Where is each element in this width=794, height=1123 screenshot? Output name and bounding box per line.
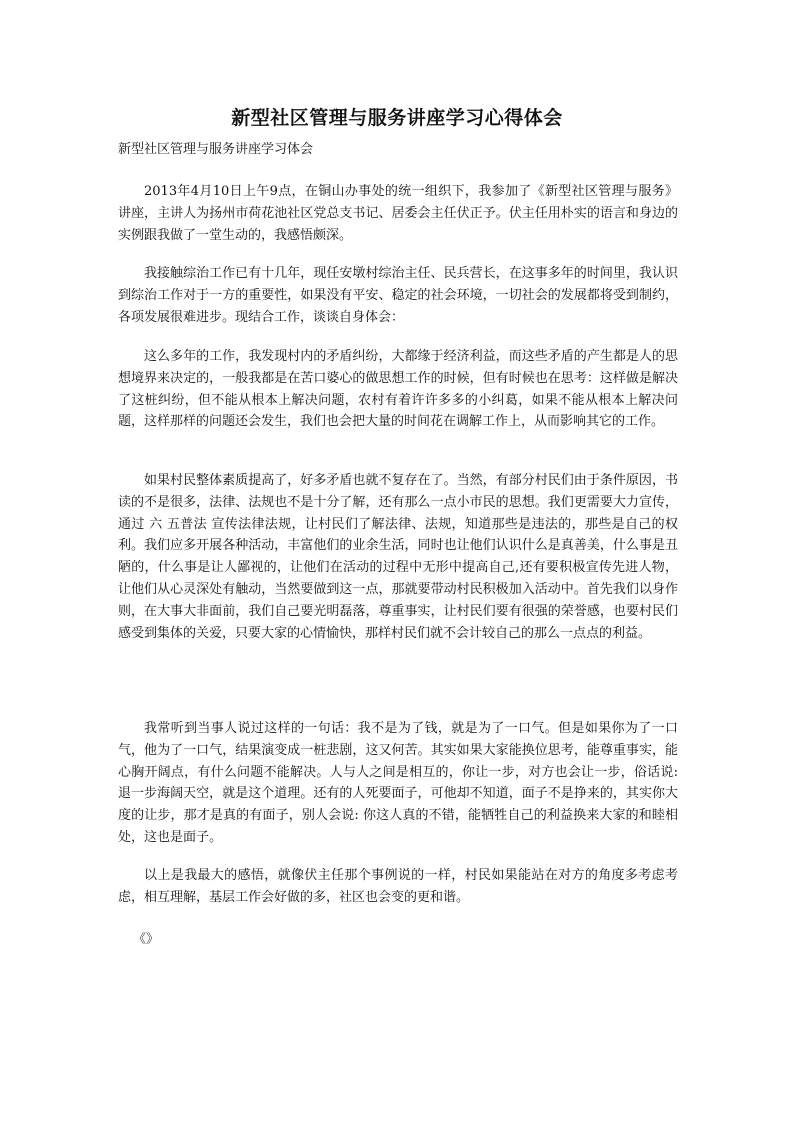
document-title: 新型社区管理与服务讲座学习心得体会 bbox=[231, 107, 563, 129]
paragraph-2: 我接触综治工作已有十几年，现任安墩村综治主任、民兵营长，在这事多年的时间里，我认识到综治工作对于一方的重要性，如果没有平安、稳定的社会环境，一切社会的发展都将受到制约，各项发展很难进步。现结合工作，谈谈自身体会： bbox=[118, 266, 678, 325]
paragraph-4: 如果村民整体素质提高了，好多矛盾也就不复存在了。当然，有部分村民们由于条件原因，书读的不是很多，法律、法规也不是十分了解，还有那么一点小市民的思想。我们更需要大力宣传，通过 六 五普法 宣传法律法规，让村民们了解法律、法规，知道那些是违法的，那些是自己的权利。我们应多开展各种活动，丰富他们的业余生活，同时也让他们认识什么是真善美，什么事是丑陋的，什么事是让人鄙视的，让他们在活动的过程中无形中提高自己,还有要积极宣传先进人物，让他们从心灵深处有触动，当然要做到这一点，那就要带动村民积极加入活动中。首先我们以身作则，在大事大非面前，我们自己要光明磊落，尊重事实，让村民们要有很强的荣誉感，也要村民们感受到集体的关爱，只要大家的心情愉快，那样村民们就不会计较自己的那么一点点的利益。 bbox=[118, 473, 678, 641]
paragraph-3: 这么多年的工作，我发现村内的矛盾纠纷，大都缘于经济利益，而这些矛盾的产生都是人的思想境界来决定的，一般我都是在苦口婆心的做思想工作的时候，但有时候也在思考：这样做是解决了这桩纠纷，但不能从根本上解决问题，农村有着许许多多的小纠葛，如果不能从根本上解决问题，这样那样的问题还会发生，我们也会把大量的时间花在调解工作上，从而影响其它的工作。 bbox=[118, 349, 678, 430]
paragraph-5: 我常听到当事人说过这样的一句话：我不是为了钱，就是为了一口气。但是如果你为了一口气，他为了一口气，结果演变成一桩悲剧，这又何苦。其实如果大家能换位思考，能尊重事实，能心胸开阔点，有什么问题不能解决。人与人之间是相互的，你让一步，对方也会让一步，俗话说: 退一步海阔天空，就是这个道理。还有的人死要面子，可他却不知道，面子不是挣来的，其实你大度的让步，那才是真的有面子，别人会说: 你这人真的不错，能牺牲自己的利益换来大家的和睦相处，这也是面子。 bbox=[118, 721, 678, 845]
paragraph-1: 2013年4月10日上午9点，在铜山办事处的统一组织下，我参加了《新型社区管理与服务》讲座，主讲人为扬州市荷花池社区党总支书记、居委会主任伏正予。伏主任用朴实的语言和身边的实例跟我做了一堂生动的，我感悟颇深。 bbox=[118, 184, 678, 243]
document-subtitle: 新型社区管理与服务讲座学习体会 bbox=[118, 142, 314, 157]
paragraph-6: 以上是我最大的感悟，就像伏主任那个事例说的一样，村民如果能站在对方的角度多考虑考虑，相互理解，基层工作会好做的多，社区也会变的更和谐。 bbox=[118, 868, 678, 905]
closing-marks: 《》 bbox=[133, 932, 160, 947]
